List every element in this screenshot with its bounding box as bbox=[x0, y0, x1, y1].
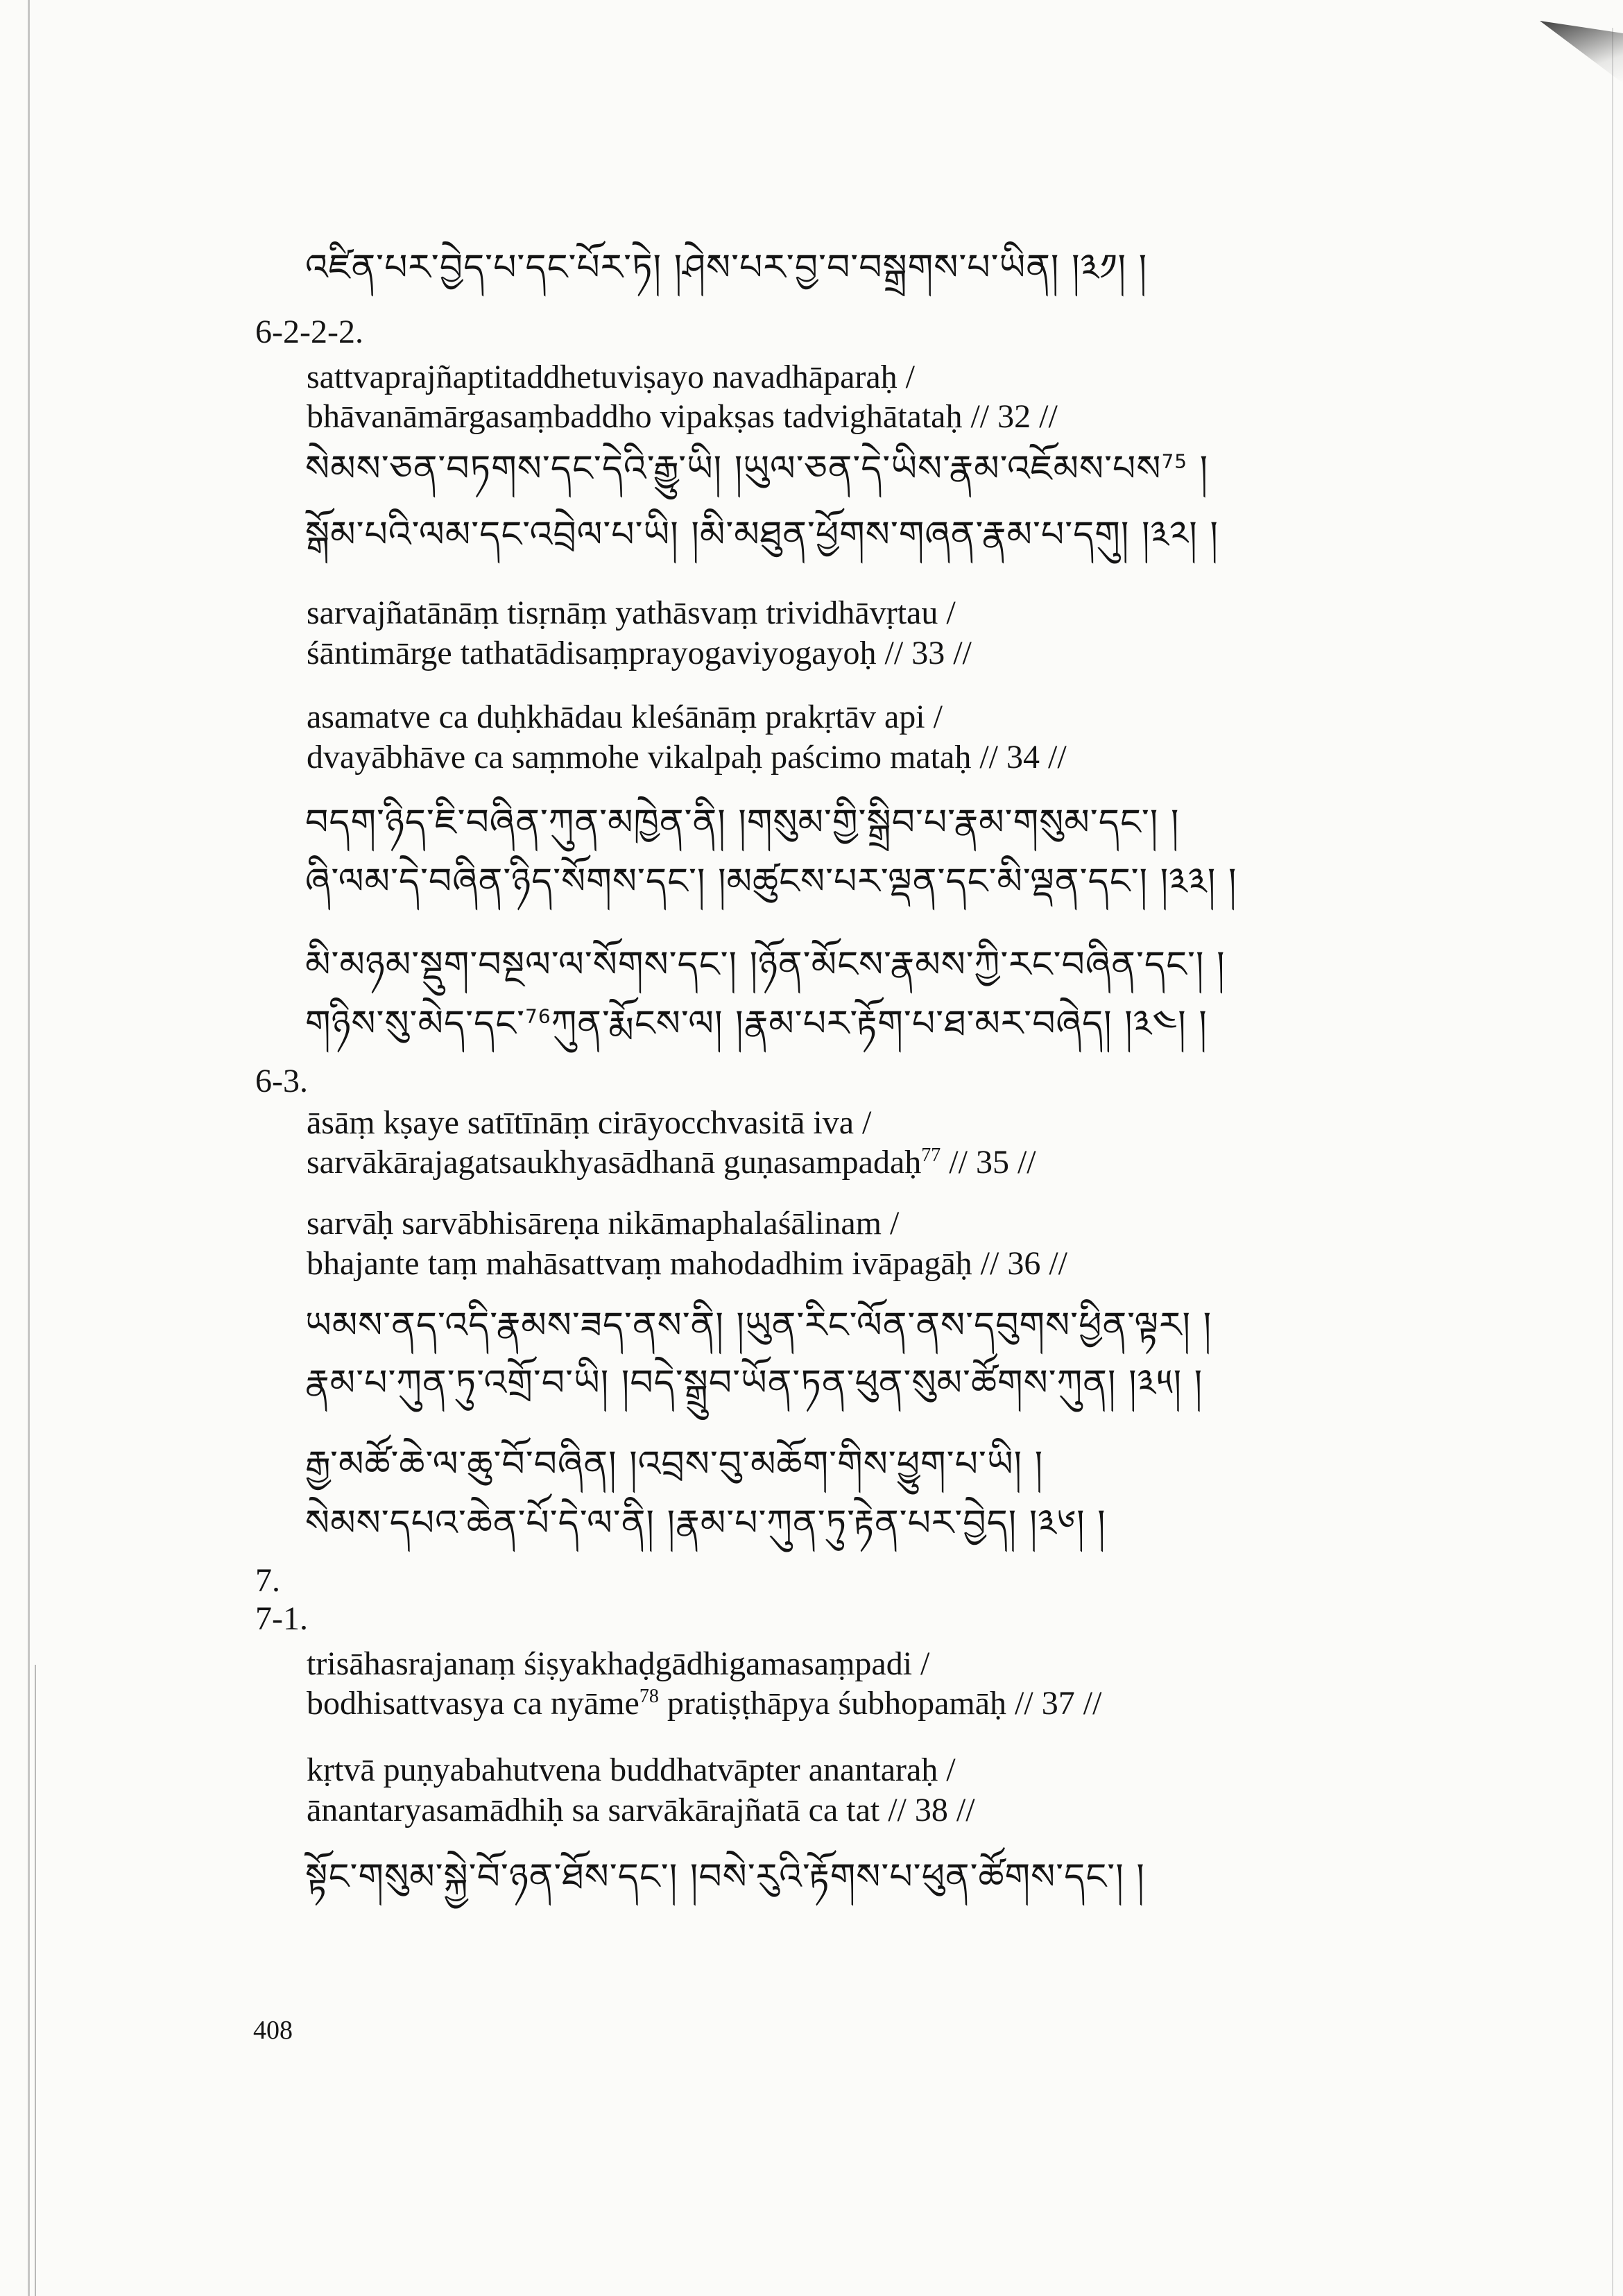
sanskrit-verse-line bbox=[307, 361, 915, 394]
line-text: 7. bbox=[255, 1562, 280, 1599]
tibetan-verse-line bbox=[305, 247, 1148, 289]
line-text: སྒོམ་པའི་ལམ་དང་འབྲེལ་པ་ཡི། །མི་མཐུན་ཕྱོགས་གཞན་རྣམ་པ་དགུ། །༣༢། ། bbox=[305, 514, 1219, 556]
sanskrit-verse-line bbox=[307, 741, 1067, 774]
sanskrit-verse-line bbox=[307, 1247, 1067, 1280]
line-text: བདག་ཉིད་ཇི་བཞིན་ཀུན་མཁྱེན་ནི། །གསུམ་གྱི་སྒྲིབ་པ་རྣམ་གསུམ་དང་། ། bbox=[305, 802, 1180, 843]
line-text: རྒྱ་མཚོ་ཆེ་ལ་ཆུ་བོ་བཞིན། །འབྲས་བུ་མཆོག་གིས་ཕྱུག་པ་ཡི། ། bbox=[305, 1443, 1044, 1485]
line-text: āsāṃ kṣaye satītīnāṃ cirāyocchvasitā iva / bbox=[307, 1104, 872, 1141]
footnote-marker: 76 bbox=[525, 1004, 551, 1028]
line-text-tail: ། bbox=[1187, 448, 1209, 490]
footnote-marker: 78 bbox=[639, 1686, 659, 1707]
tibetan-verse-line bbox=[305, 1856, 1145, 1898]
sanskrit-verse-line bbox=[307, 1106, 871, 1140]
line-text: śāntimārge tathatādisaṃprayogaviyogayoḥ // 33 // bbox=[307, 635, 972, 671]
sanskrit-verse-line bbox=[307, 701, 943, 734]
line-text: sattvaprajñaptitaddhetuviṣayo navadhāparaḥ / bbox=[307, 359, 916, 395]
line-text: སེམས་ཅན་བཏགས་དང་དེའི་རྒྱུ་ཡི། །ཡུལ་ཅན་དེ་ཡིས་རྣམ་འཇོམས་པས bbox=[305, 448, 1162, 490]
scan-edge-right bbox=[1612, 28, 1613, 2296]
line-text: kṛtvā puṇyabahutvena buddhatvāpter anantaraḥ / bbox=[307, 1751, 956, 1788]
tibetan-verse-line bbox=[305, 448, 1209, 490]
line-text: sarvākārajagatsaukhyasādhanā guṇasampadaḥ bbox=[307, 1144, 922, 1181]
line-text: གཉིས་སུ་མེད་དང་ bbox=[305, 1003, 526, 1045]
line-text: སྟོང་གསུམ་སྐྱེ་བོ་ཉན་ཐོས་དང་། །བསེ་རུའི་རྟོགས་པ་ཕུན་ཚོགས་དང་། ། bbox=[305, 1856, 1145, 1898]
tibetan-verse-line bbox=[305, 861, 1237, 902]
sanskrit-verse-line bbox=[307, 1687, 1101, 1720]
line-text-tail: ཀུན་རྨོངས་ལ། །རྣམ་པར་རྟོག་པ་ཐ་མར་བཞེད། །༣༤། ། bbox=[551, 1003, 1208, 1045]
tibetan-verse-line bbox=[305, 1502, 1106, 1544]
scan-edge-left bbox=[28, 0, 30, 2296]
line-text: སེམས་དཔའ་ཆེན་པོ་དེ་ལ་ནི། །རྣམ་པ་ཀུན་ཏུ་རྟེན་པར་བྱེད། །༣༦། ། bbox=[305, 1502, 1106, 1544]
line-text: trisāhasrajanaṃ śiṣyakhaḍgādhigamasaṃpadi / bbox=[307, 1645, 930, 1682]
line-text: sarvajñatānāṃ tisṛnāṃ yathāsvaṃ trividhāvṛtau / bbox=[307, 594, 956, 631]
footnote-marker: 75 bbox=[1161, 449, 1188, 473]
line-text-tail: // 35 // bbox=[941, 1144, 1036, 1181]
line-text: མི་མཉམ་སྡུག་བསྔལ་ལ་སོགས་དང་། །ཉོན་མོངས་རྣམས་ཀྱི་རང་བཞིན་དང་། ། bbox=[305, 944, 1226, 986]
section-number bbox=[255, 316, 363, 349]
sanskrit-verse-line bbox=[307, 1146, 1036, 1179]
sanskrit-verse-line bbox=[307, 637, 972, 670]
tibetan-verse-line bbox=[305, 1362, 1203, 1404]
line-text: bhāvanāmārgasaṃbaddho vipakṣas tadvighātataḥ // 32 // bbox=[307, 398, 1058, 435]
scan-edge-left-inner bbox=[35, 1665, 36, 2296]
tibetan-verse-line bbox=[305, 1003, 1208, 1045]
line-text: ཞི་ལམ་དེ་བཞིན་ཉིད་སོགས་དང་། །མཚུངས་པར་ལྡན་དང་མི་ལྡན་དང་། །༣༣། ། bbox=[305, 861, 1237, 902]
line-text: 6-3. bbox=[255, 1063, 308, 1099]
section-number bbox=[255, 1602, 308, 1636]
tibetan-verse-line bbox=[305, 514, 1219, 556]
line-text: 6-2-2-2. bbox=[255, 314, 363, 350]
line-text: bhajante taṃ mahāsattvaṃ mahodadhim ivāpagāḥ // 36 // bbox=[307, 1245, 1068, 1282]
line-text: 7-1. bbox=[255, 1600, 308, 1637]
scan-corner-smudge bbox=[1540, 21, 1623, 83]
tibetan-verse-line bbox=[305, 1305, 1212, 1346]
tibetan-verse-line bbox=[305, 802, 1180, 843]
footnote-marker: 77 bbox=[921, 1145, 941, 1166]
line-text: ཡམས་ནད་འདི་རྣམས་ཟད་ནས་ནི། །ཡུན་རིང་ལོན་ནས་དབུགས་ཕྱིན་ལྟར། ། bbox=[305, 1305, 1212, 1346]
sanskrit-verse-line bbox=[307, 1794, 975, 1827]
line-text: dvayābhāve ca saṃmohe vikalpaḥ paścimo mataḥ // 34 // bbox=[307, 739, 1067, 776]
sanskrit-verse-line bbox=[307, 1207, 899, 1240]
line-text: sarvāḥ sarvābhisāreṇa nikāmaphalaśālinam / bbox=[307, 1205, 900, 1242]
tibetan-verse-line bbox=[305, 1443, 1044, 1485]
sanskrit-verse-line bbox=[307, 400, 1058, 434]
tibetan-verse-line bbox=[305, 944, 1226, 986]
section-number bbox=[255, 1065, 308, 1098]
line-text: རྣམ་པ་ཀུན་ཏུ་འགྲོ་བ་ཡི། །བདེ་སྒྲུབ་ཡོན་ཏན་ཕུན་སུམ་ཚོགས་ཀུན། །༣༥། ། bbox=[305, 1362, 1203, 1404]
line-text: ānantaryasamādhiḥ sa sarvākārajñatā ca tat // 38 // bbox=[307, 1792, 975, 1828]
line-text: འཛིན་པར་བྱེད་པ་དང་པོར་ཏེ། །ཤེས་པར་བྱ་བ་བསྒྲགས་པ་ཡིན། །༣༡། ། bbox=[305, 247, 1148, 289]
sanskrit-verse-line bbox=[307, 594, 956, 631]
page-number: 408 bbox=[253, 2016, 293, 2045]
line-text: bodhisattvasya ca nyāme bbox=[307, 1685, 639, 1722]
sanskrit-verse-line bbox=[307, 1751, 956, 1788]
sanskrit-verse-line bbox=[307, 1647, 929, 1681]
section-number bbox=[255, 1564, 280, 1597]
line-text: asamatve ca duḥkhādau kleśānāṃ prakṛtāv api / bbox=[307, 699, 943, 735]
line-text-tail: pratiṣṭhāpya śubhopamāḥ // 37 // bbox=[658, 1685, 1102, 1722]
